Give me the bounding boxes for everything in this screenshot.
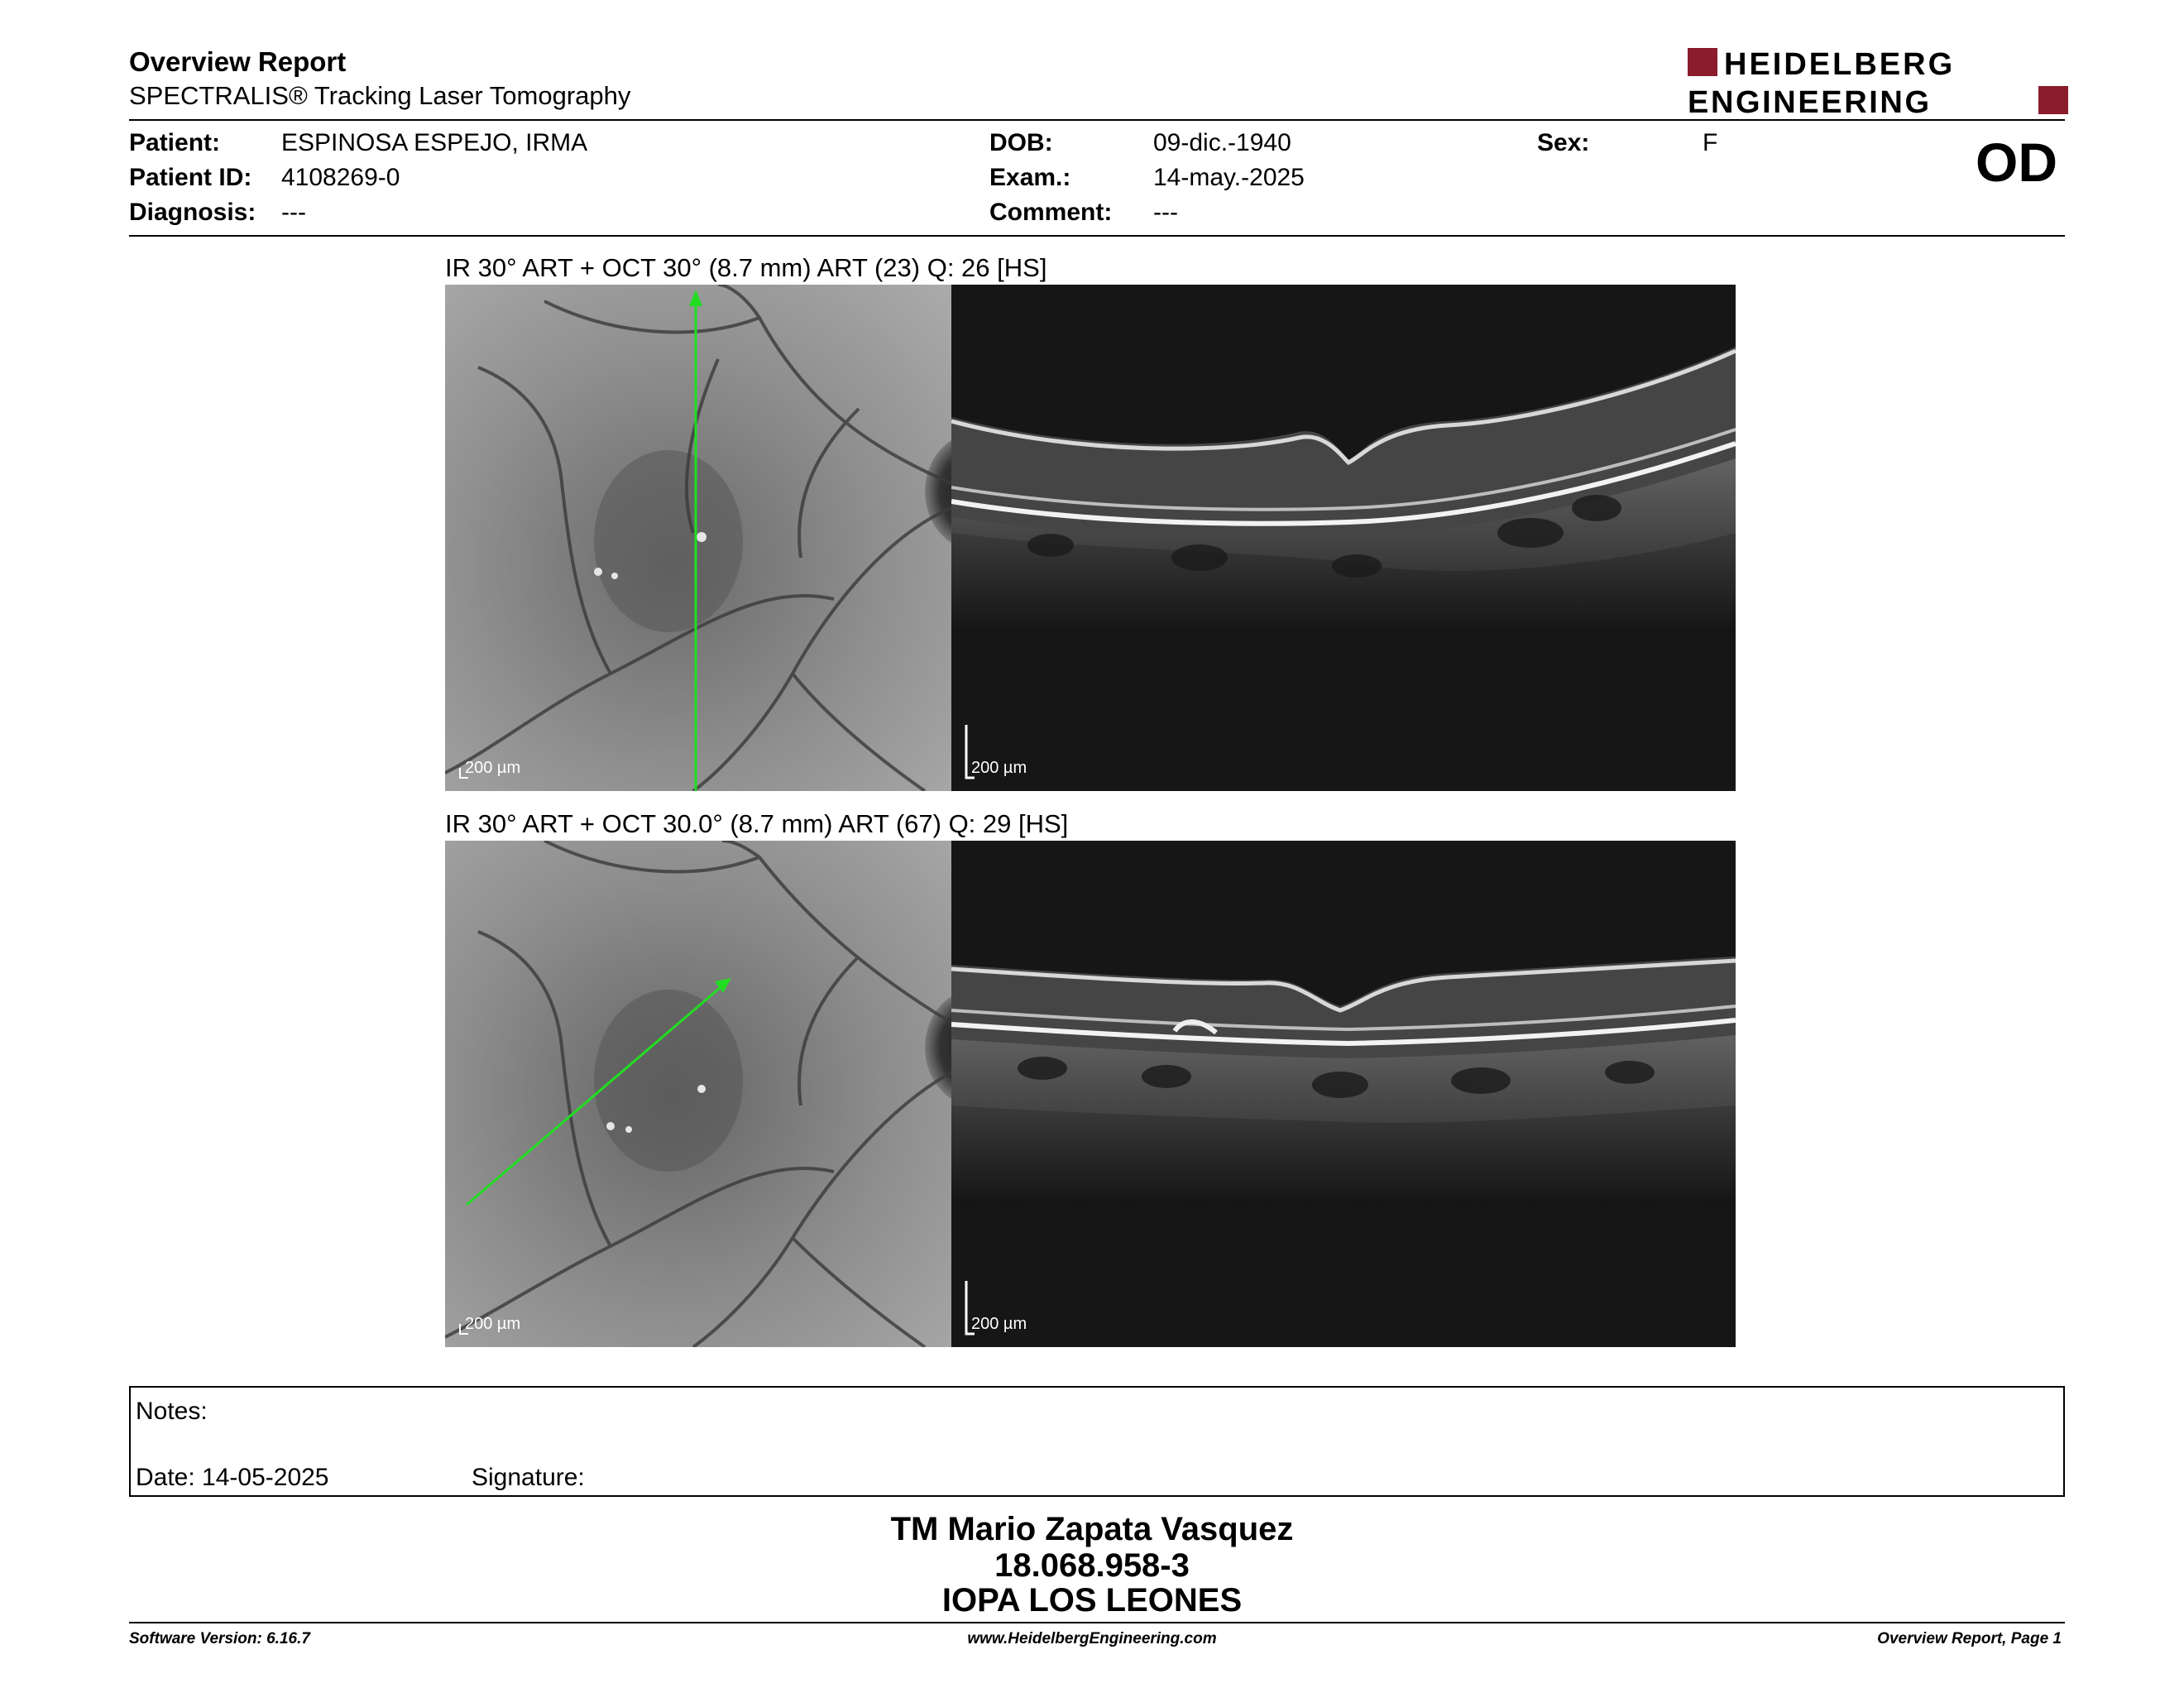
patient-id: 4108269-0: [281, 164, 400, 191]
notes-date: Date: 14-05-2025: [136, 1464, 329, 1491]
signatory-name: TM Mario Zapata Vasquez: [890, 1511, 1294, 1547]
scan1-caption: IR 30° ART + OCT 30° (8.7 mm) ART (23) Q: 26 [HS]: [445, 253, 1047, 282]
scan2-caption: IR 30° ART + OCT 30.0° (8.7 mm) ART (67) Q: 29 [HS]: [445, 809, 1069, 838]
dob-label: DOB:: [989, 129, 1053, 156]
sex-value: F: [1703, 129, 1718, 156]
comment-label: Comment:: [989, 199, 1113, 226]
sex-label: Sex:: [1537, 129, 1590, 156]
signature-label: Signature:: [472, 1464, 585, 1491]
report-subtitle: SPECTRALIS® Tracking Laser Tomography: [129, 81, 631, 110]
scan1-oct-image: [951, 285, 1736, 791]
signatory-id: 18.068.958-3: [994, 1547, 1190, 1584]
patient-divider: [129, 235, 2065, 237]
exam-value: 14-may.-2025: [1153, 164, 1305, 191]
scan2-oct-image: [951, 841, 1736, 1347]
signatory-org: IOPA LOS LEONES: [941, 1582, 1243, 1618]
patient-name: ESPINOSA ESPEJO, IRMA: [281, 129, 588, 156]
header-divider: [129, 119, 2065, 121]
exam-label: Exam.:: [989, 164, 1071, 191]
diagnosis-value: ---: [281, 199, 306, 226]
footer-divider: [129, 1622, 2065, 1623]
patient-id-label: Patient ID:: [129, 164, 252, 191]
page-indicator: Overview Report, Page 1: [1877, 1630, 2062, 1647]
notes-box: [129, 1386, 2065, 1497]
comment-value: ---: [1153, 199, 1178, 226]
report-title: Overview Report: [129, 46, 347, 77]
scan1-oct-scale: 200 µm: [971, 759, 1027, 777]
dob-value: 09-dic.-1940: [1153, 129, 1291, 156]
logo-line2: ENGINEERING: [1688, 85, 1932, 117]
patient-label: Patient:: [129, 129, 221, 156]
diagnosis-label: Diagnosis:: [129, 199, 256, 226]
scan2-oct-scale: 200 µm: [971, 1315, 1027, 1333]
logo-line1: HEIDELBERG: [1724, 47, 1956, 82]
heidelberg-logo: [1688, 46, 2068, 117]
scan1-ir-scale: 200 µm: [465, 759, 521, 777]
website-link[interactable]: www.HeidelbergEngineering.com: [967, 1630, 1217, 1647]
eye-indicator: OD: [1976, 132, 2057, 193]
software-version: Software Version: 6.16.7: [129, 1630, 310, 1647]
notes-label: Notes:: [136, 1398, 208, 1425]
scan2-ir-image: [445, 841, 951, 1347]
scan2-ir-scale: 200 µm: [465, 1315, 521, 1333]
scan1-ir-image: [445, 285, 951, 791]
